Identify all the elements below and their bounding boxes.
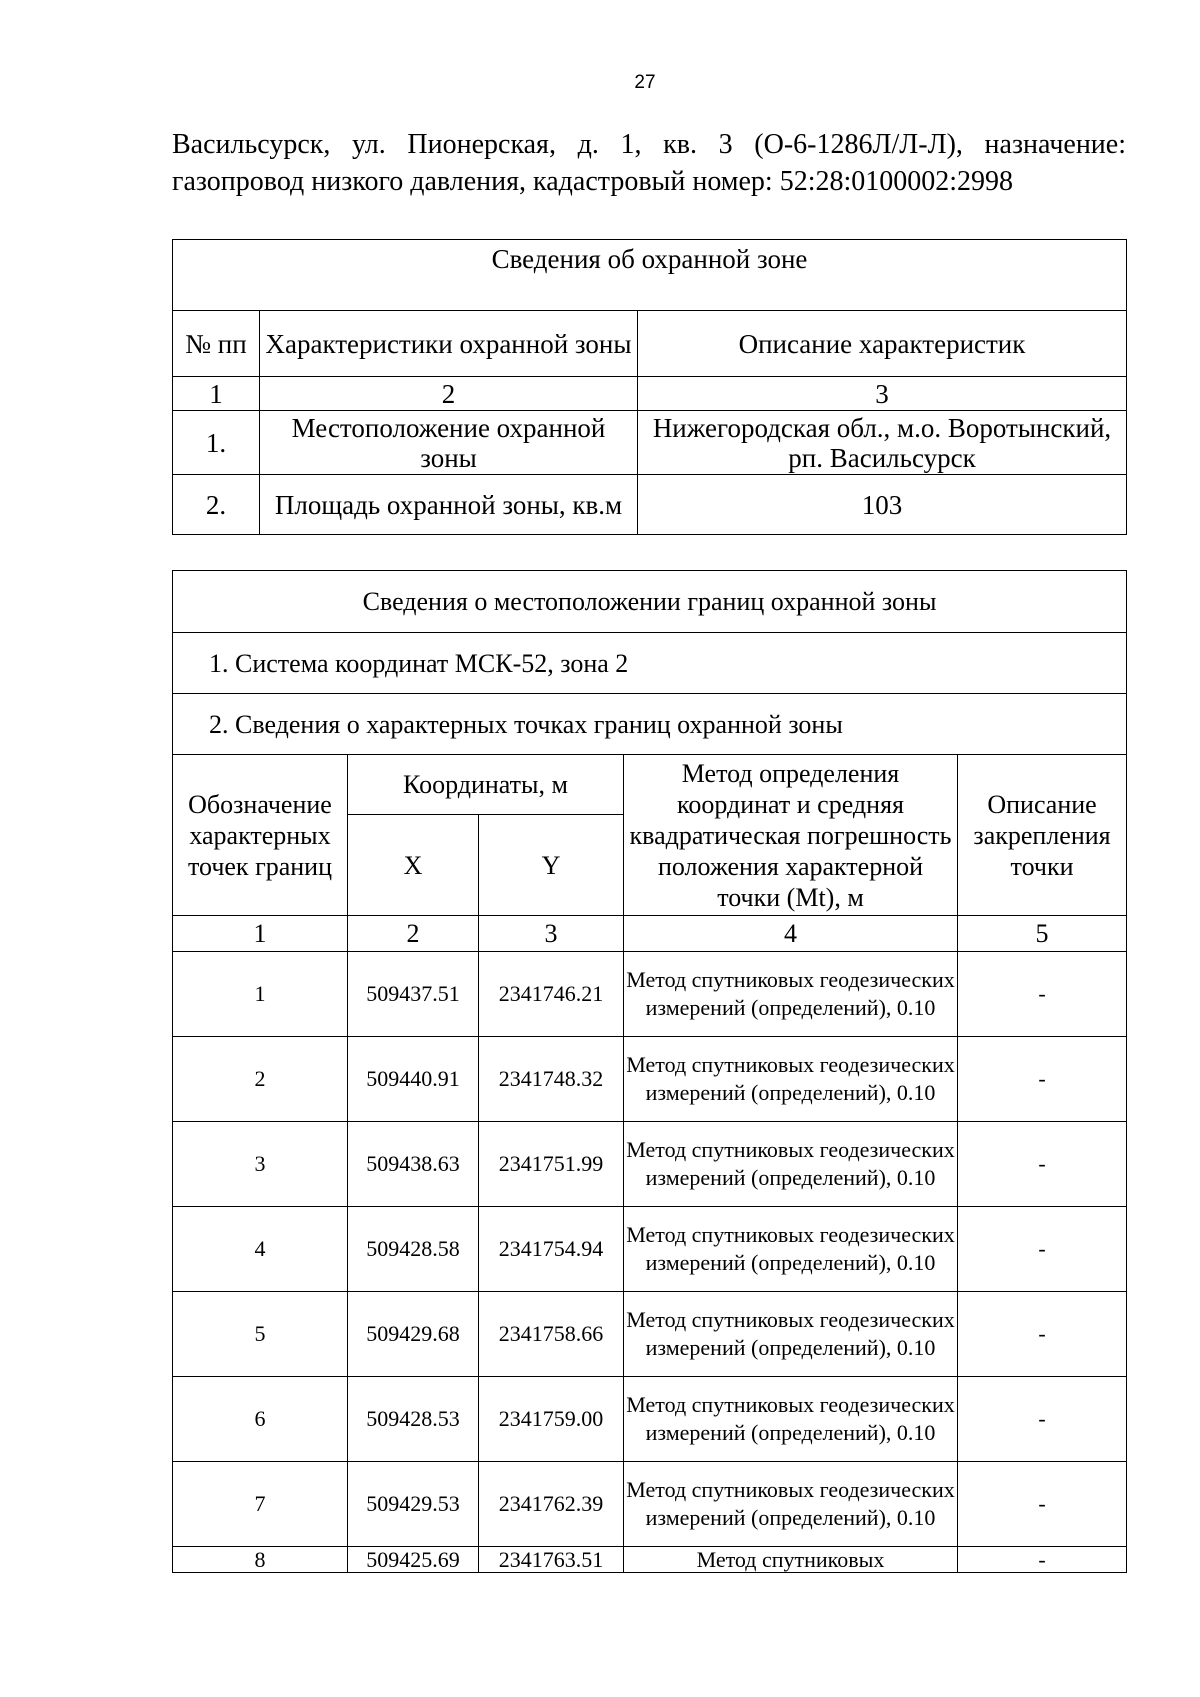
point-method: Метод спутниковых геодезических измерений (определений), 0.10 — [624, 952, 958, 1037]
table-row — [173, 1207, 1127, 1292]
point-x: 509428.53 — [348, 1377, 479, 1462]
zone-header-num: № пп — [173, 311, 260, 377]
point-id: 2 — [173, 1037, 348, 1122]
point-id: 4 — [173, 1207, 348, 1292]
point-method: Метод спутниковых геодезических измерений (определений), 0.10 — [624, 1377, 958, 1462]
coordinate-system: 1. Система координат МСК-52, зона 2 — [173, 633, 1127, 694]
page-number: 27 — [634, 72, 656, 93]
point-fixing: - — [958, 1462, 1127, 1547]
point-y: 2341762.39 — [479, 1462, 624, 1547]
zone-header-description: Описание характеристик — [638, 311, 1127, 377]
points-col-number: 5 — [958, 916, 1127, 952]
point-method: Метод спутниковых геодезических измерений (определений), 0.10 — [624, 1292, 958, 1377]
point-id: 3 — [173, 1122, 348, 1207]
table-row — [173, 1292, 1127, 1377]
table-row — [173, 1462, 1127, 1547]
zone-row-num: 1. — [173, 411, 260, 475]
points-subtitle: 2. Сведения о характерных точках границ охранной зоны — [173, 694, 1127, 755]
zone-row-characteristic: Площадь охранной зоны, кв.м — [260, 475, 638, 535]
point-fixing: - — [958, 1122, 1127, 1207]
table-row — [173, 1547, 1127, 1573]
zone-header-characteristic: Характеристики охранной зоны — [260, 311, 638, 377]
point-y: 2341758.66 — [479, 1292, 624, 1377]
point-y: 2341751.99 — [479, 1122, 624, 1207]
point-x: 509428.58 — [348, 1207, 479, 1292]
points-table-title: Сведения о местоположении границ охранной зоны — [173, 571, 1127, 633]
boundary-points-table — [172, 570, 1127, 1573]
point-method: Метод спутниковых геодезических измерений (определений), 0.10 — [624, 1122, 958, 1207]
zone-table-title: Сведения об охранной зоне — [173, 240, 1127, 311]
point-fixing: - — [958, 1292, 1127, 1377]
point-x: 509429.53 — [348, 1462, 479, 1547]
points-col-number: 4 — [624, 916, 958, 952]
point-fixing: - — [958, 1207, 1127, 1292]
point-x: 509429.68 — [348, 1292, 479, 1377]
zone-col-number: 1 — [173, 377, 260, 411]
zone-row-description: Нижегородская обл., м.о. Воротынский, рп. Васильсурск — [638, 411, 1127, 475]
table-row — [173, 1122, 1127, 1207]
point-method: Метод спутниковых геодезических измерений (определений), 0.10 — [624, 1037, 958, 1122]
point-y: 2341748.32 — [479, 1037, 624, 1122]
zone-row-num: 2. — [173, 475, 260, 535]
point-id: 6 — [173, 1377, 348, 1462]
zone-col-number: 3 — [638, 377, 1127, 411]
point-method: Метод спутниковых геодезических измерений (определений), 0.10 — [624, 1462, 958, 1547]
points-col-number: 1 — [173, 916, 348, 952]
point-fixing: - — [958, 952, 1127, 1037]
point-id: 1 — [173, 952, 348, 1037]
header-designation: Обозначение характерных точек границ — [173, 755, 348, 916]
point-id: 8 — [173, 1547, 348, 1573]
point-fixing: - — [958, 1377, 1127, 1462]
intro-paragraph — [172, 126, 1126, 200]
zone-row-description: 103 — [638, 475, 1127, 535]
points-col-number: 3 — [479, 916, 624, 952]
point-y: 2341759.00 — [479, 1377, 624, 1462]
protection-zone-table — [172, 239, 1127, 535]
header-y: Y — [479, 815, 624, 916]
table-row — [173, 1037, 1127, 1122]
intro-line-1: Васильсурск, ул. Пионерская, д. 1, кв. 3 (О-6-1286Л/Л-Л), назначение: — [172, 129, 1126, 160]
point-method: Метод спутниковых — [624, 1547, 958, 1573]
point-y: 2341746.21 — [479, 952, 624, 1037]
table-row — [173, 952, 1127, 1037]
point-fixing: - — [958, 1547, 1127, 1573]
point-method: Метод спутниковых геодезических измерений (определений), 0.10 — [624, 1207, 958, 1292]
point-y: 2341754.94 — [479, 1207, 624, 1292]
point-x: 509440.91 — [348, 1037, 479, 1122]
point-x: 509425.69 — [348, 1547, 479, 1573]
point-id: 5 — [173, 1292, 348, 1377]
zone-row-characteristic: Местоположение охранной зоны — [260, 411, 638, 475]
point-x: 509438.63 — [348, 1122, 479, 1207]
intro-line-2: газопровод низкого давления, кадастровый номер: 52:28:0100002:2998 — [172, 166, 1014, 197]
zone-col-number: 2 — [260, 377, 638, 411]
header-x: X — [348, 815, 479, 916]
table-row — [173, 1377, 1127, 1462]
point-fixing: - — [958, 1037, 1127, 1122]
header-coordinates: Координаты, м — [348, 755, 624, 815]
point-x: 509437.51 — [348, 952, 479, 1037]
point-y: 2341763.51 — [479, 1547, 624, 1573]
point-id: 7 — [173, 1462, 348, 1547]
header-method: Метод определения координат и средняя квадратическая погрешность положения характерной точки (Mt), м — [624, 755, 958, 916]
points-col-number: 2 — [348, 916, 479, 952]
header-fixing: Описание закрепления точки — [958, 755, 1127, 916]
